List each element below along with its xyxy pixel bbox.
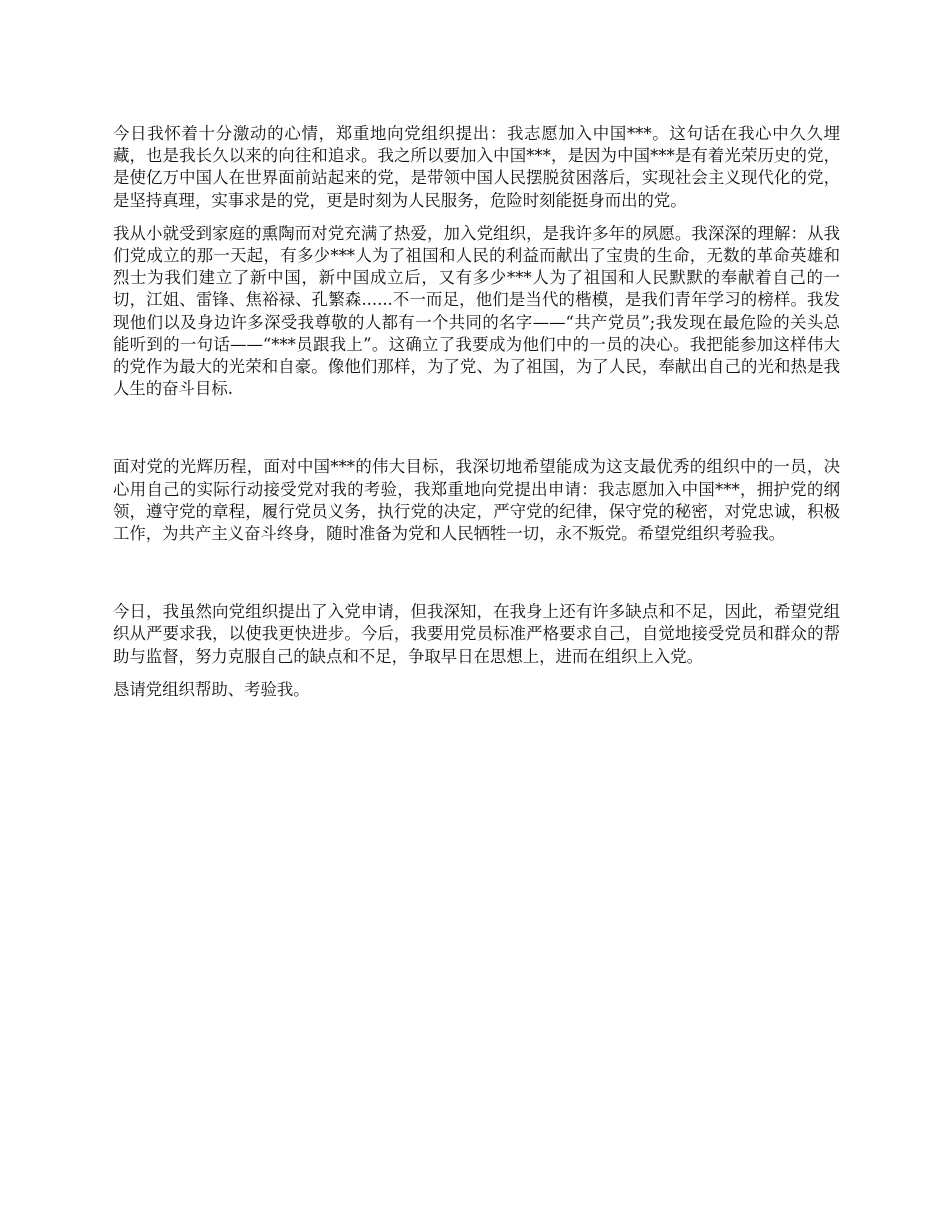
- paragraph-gap-large: [113, 545, 840, 601]
- document-body: [113, 123, 840, 701]
- paragraph-3: 面对党的光辉历程，面对中国***的伟大目标，我深切地希望能成为这支最优秀的组织中的一员，决心用自己的实际行动接受党对我的考验，我郑重地向党提出申请：我志愿加入中国***，拥护党的纲领，遵守党的章程，履行党员义务，执行党的决定，严守党的纪律，保守党的秘密，对党忠诚，积极工作，为共产主义奋斗终身，随时准备为党和人民牺牲一切，永不叛党。希望党组织考验我。: [113, 457, 840, 544]
- paragraph-gap: [113, 212, 840, 223]
- paragraph-1: 今日我怀着十分激动的心情，郑重地向党组织提出：我志愿加入中国***。这句话在我心中久久埋藏，也是我长久以来的向往和追求。我之所以要加入中国***，是因为中国***是有着光荣历史的党，是使亿万中国人在世界面前站起来的党，是带领中国人民摆脱贫困落后，实现社会主义现代化的党，是坚持真理，实事求是的党，更是时刻为人民服务，危险时刻能挺身而出的党。: [113, 124, 840, 210]
- paragraph-2: 我从小就受到家庭的熏陶而对党充满了热爱，加入党组织，是我许多年的夙愿。我深深的理解：从我们党成立的那一天起，有多少***人为了祖国和人民的利益而献出了宝贵的生命，无数的革命英雄和烈士为我们建立了新中国，新中国成立后，又有多少***人为了祖国和人民默默的奉献着自己的一切，江姐、雷锋、焦裕禄、孔繁森......不一而足，他们是当代的楷模，是我们青年学习的榜样。我发现他们以及身边许多深受我尊敬的人都有一个共同的名字——“共产党员”;我发现在最危险的关头总能听到的一句话——“***员跟我上”。这确立了我要成为他们中的一员的决心。我把能参加这样伟大的党作为最大的光荣和自豪。像他们那样，为了党、为了祖国，为了人民，奉献出自己的光和热是我人生的奋斗目标.: [113, 223, 840, 399]
- paragraph-gap-large: [113, 400, 840, 456]
- paragraph-4: 今日，我虽然向党组织提出了入党申请，但我深知，在我身上还有许多缺点和不足，因此，希望党组织从严要求我，以使我更快进步。今后，我要用党员标准严格要求自己，自觉地接受党员和群众的帮助与监督，努力克服自己的缺点和不足，争取早日在思想上，进而在组织上入党。: [113, 602, 840, 666]
- paragraph-5: 恳请党组织帮助、考验我。: [113, 679, 310, 699]
- paragraph-gap: [113, 668, 840, 679]
